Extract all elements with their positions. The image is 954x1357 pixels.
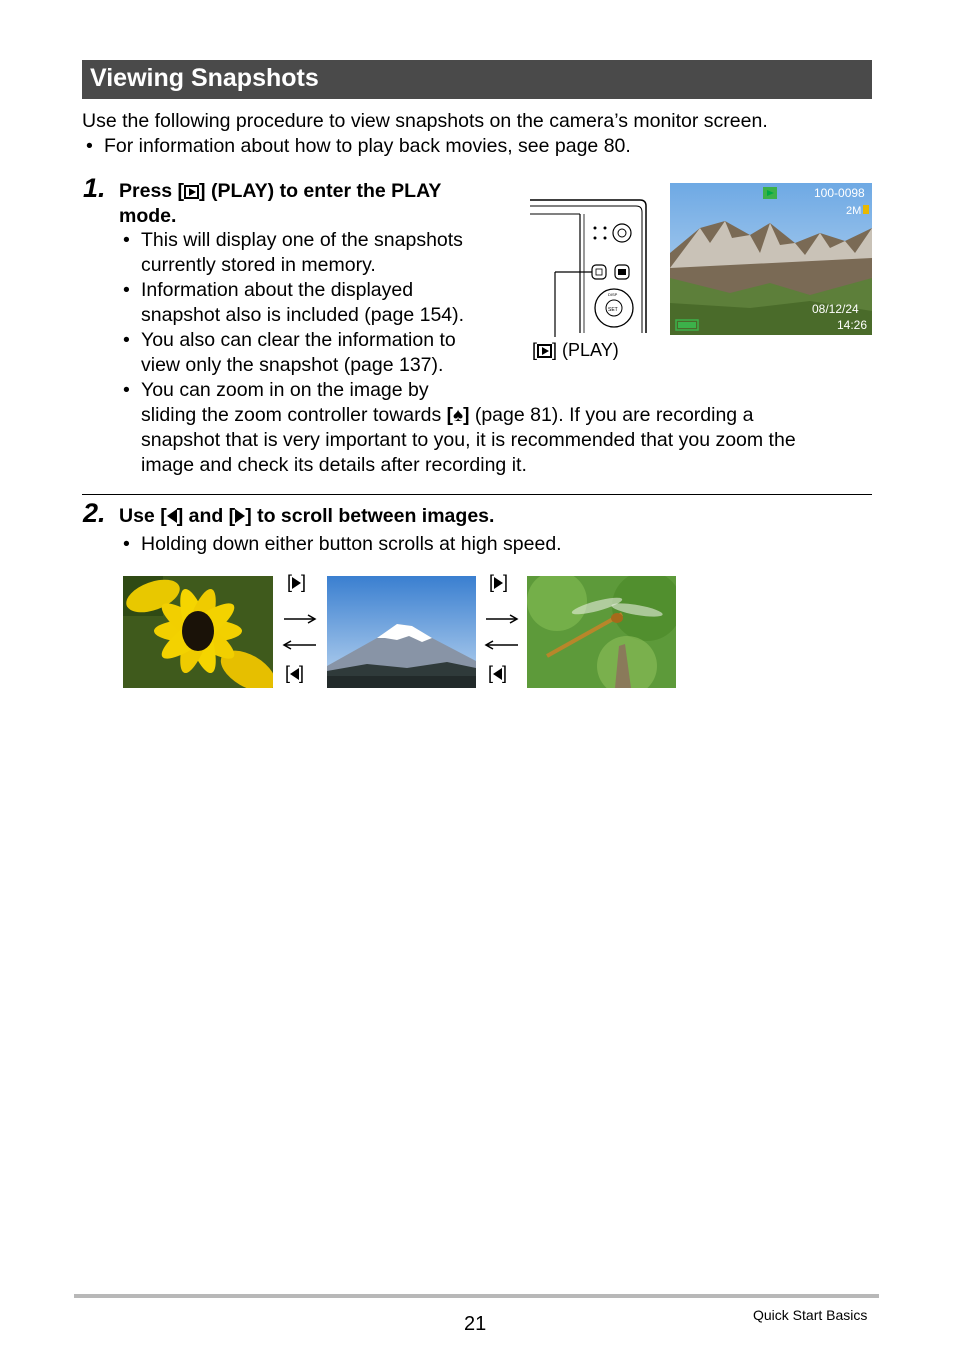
svg-text:SET: SET	[608, 307, 618, 313]
right-arrow-icon	[235, 509, 245, 523]
left-arrow-icon	[493, 668, 502, 680]
step-1-number: 1.	[83, 173, 106, 203]
nav-right-label-1: [ ]	[287, 572, 307, 592]
section-title: Viewing Snapshots	[90, 64, 319, 92]
step-divider	[82, 494, 872, 495]
screen-date: 08/12/24	[812, 302, 859, 316]
file-number: 100-0098	[814, 186, 865, 200]
section-title-bar	[82, 60, 872, 99]
right-arrow-icon	[494, 577, 503, 589]
step-2-number: 2.	[83, 498, 106, 528]
svg-text:DISP: DISP	[608, 292, 618, 297]
right-arrow-icon	[292, 577, 301, 589]
step-1-heading: Press [ ] (PLAY) to enter the PLAY	[119, 180, 442, 202]
step-1-bullet-4: • You can zoom in on the image by sliding the zoom controller towards [♠] (page 81). If you are recording a snapshot that is very important to you, it is recommended that you zoom the image and check its details after recording it.	[141, 378, 796, 478]
intro-text: Use the following procedure to view snapshots on the camera’s monitor screen.	[82, 110, 768, 132]
play-icon	[537, 344, 552, 358]
step-1-bullet-1: • This will display one of the snapshots currently stored in memory.	[141, 228, 463, 278]
nav-left-label-1: [ ]	[285, 663, 305, 683]
play-icon	[184, 185, 199, 199]
image-size: 2M	[846, 205, 862, 217]
step-2-heading: Use [ ] and [ ] to scroll between images.	[119, 505, 495, 527]
nav-left-label-2: [ ]	[488, 663, 508, 683]
step-1-bullet-3: • You also can clear the information to view only the snapshot (page 137).	[141, 328, 456, 378]
flower-image	[123, 576, 273, 688]
left-arrow-icon	[167, 509, 177, 523]
footer-section-label: Quick Start Basics	[753, 1307, 868, 1323]
step-1-bullet-2: • Information about the displayed snapshot also is included (page 154).	[141, 278, 464, 328]
step-1-heading-line2: mode.	[119, 205, 177, 227]
zoom-telephoto-icon: [♠]	[446, 405, 470, 426]
screen-time: 14:26	[837, 318, 868, 332]
step-2-bullet: • Holding down either button scrolls at high speed.	[141, 532, 562, 557]
footer-rule	[74, 1294, 879, 1298]
intro-bullet: • For information about how to play back movies, see page 80.	[104, 134, 631, 159]
mount-fuji-image	[327, 576, 476, 688]
play-button-caption: [ ] (PLAY)	[532, 340, 619, 360]
left-arrow-icon	[290, 668, 299, 680]
page-number: 21	[464, 1313, 487, 1335]
nav-arrows-2	[484, 612, 520, 652]
monitor-screen-photo	[670, 183, 872, 335]
nav-right-label-2: [ ]	[489, 572, 509, 592]
camera-back-illustration	[528, 192, 653, 337]
dragonfly-image	[527, 576, 676, 688]
nav-arrows-1	[282, 612, 318, 652]
